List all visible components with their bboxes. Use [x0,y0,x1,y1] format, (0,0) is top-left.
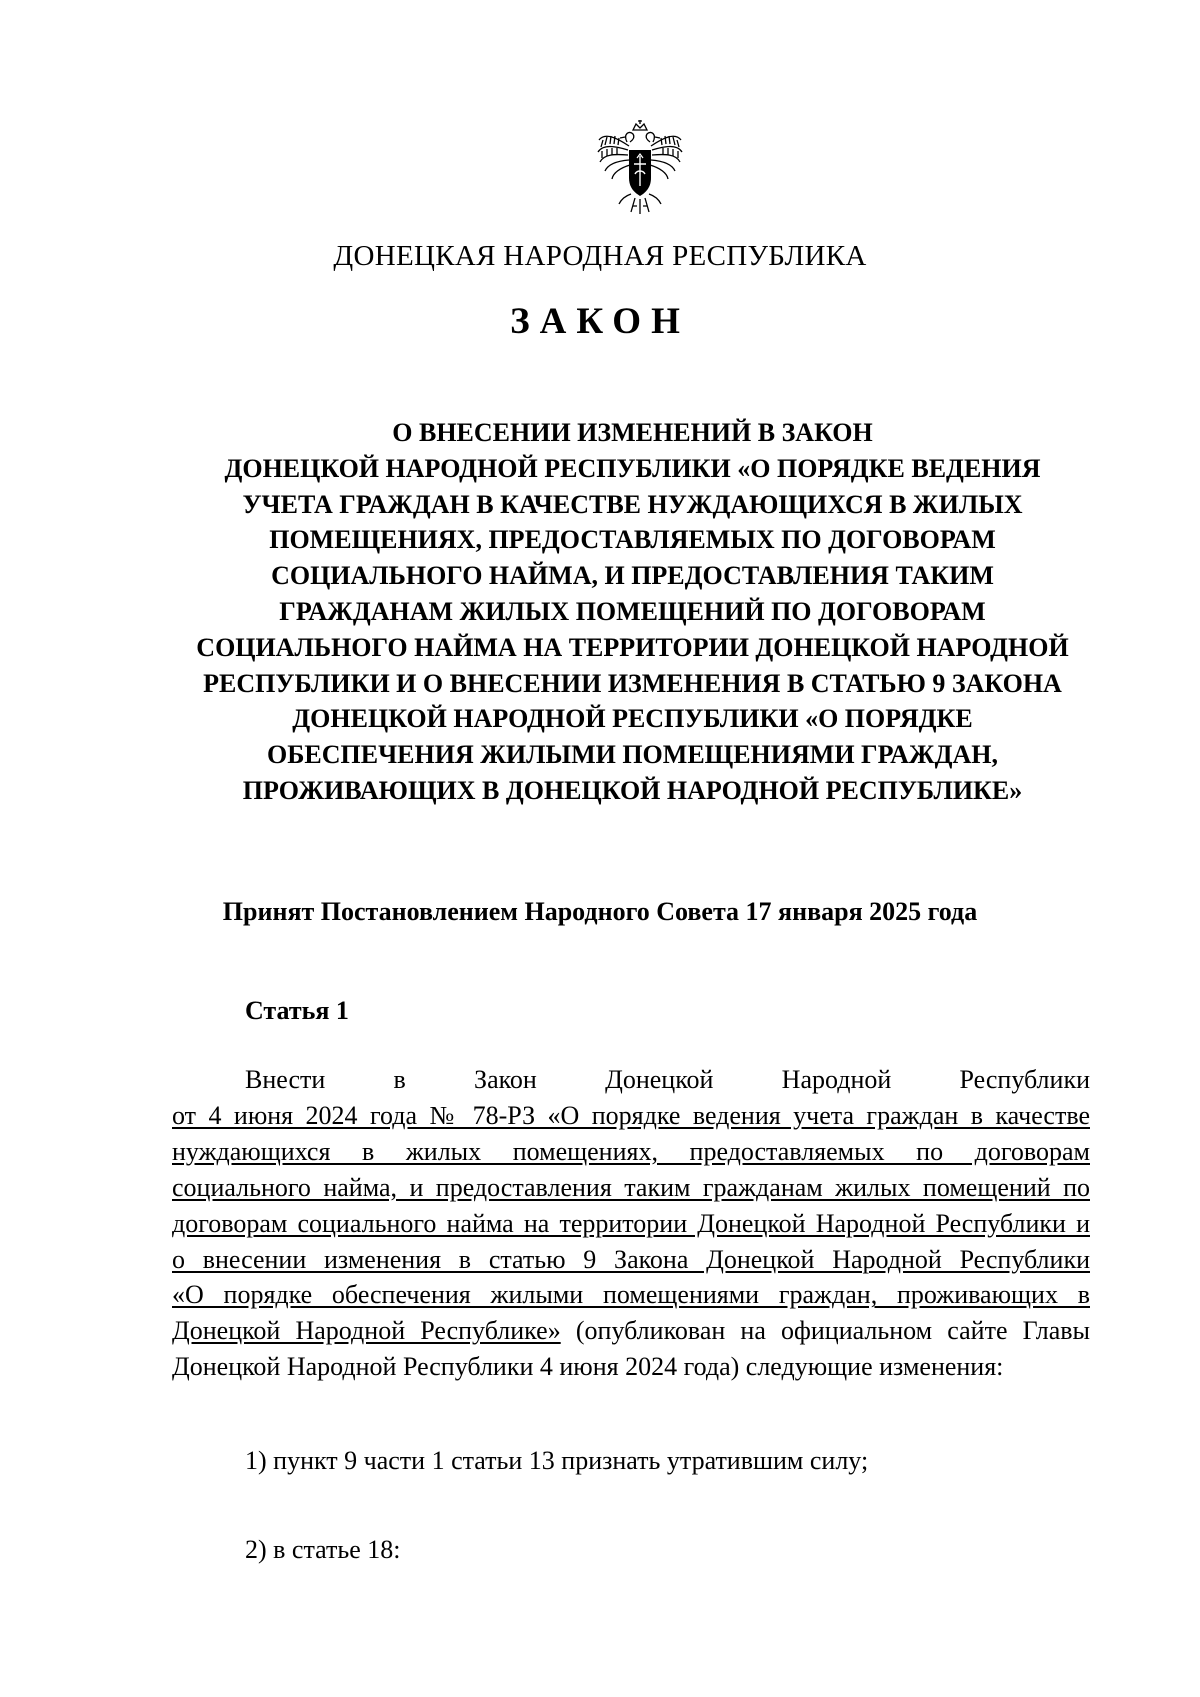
paragraph-line: Донецкой Народной Республики 4 июня 2024 года) следующие изменения: [172,1352,1004,1382]
coat-of-arms-emblem [595,120,685,220]
law-title-line: ПОМЕЩЕНИЯХ, ПРЕДОСТАВЛЯЕМЫХ ПО ДОГОВОРАМ [269,525,996,555]
article-paragraph [172,1062,1090,1385]
law-title-line: ПРОЖИВАЮЩИХ В ДОНЕЦКОЙ НАРОДНОЙ РЕСПУБЛИКЕ» [242,775,1023,805]
law-title-line: ГРАЖДАНАМ ЖИЛЫХ ПОМЕЩЕНИЙ ПО ДОГОВОРАМ [279,596,986,626]
law-title [170,415,1095,809]
law-reference-link[interactable]: о внесении изменения в статью 9 Закона Донецкой Народной Республики [172,1244,1090,1274]
law-reference-link[interactable]: от 4 июня 2024 года № 78-РЗ «О порядке ведения учета граждан в качестве [172,1100,1090,1130]
paragraph-line [172,1062,1090,1098]
adoption-statement: Принят Постановлением Народного Совета 17 января 2025 года [222,897,978,926]
law-title-line: ОБЕСПЕЧЕНИЯ ЖИЛЫМИ ПОМЕЩЕНИЯМИ ГРАЖДАН, [266,740,999,770]
law-reference-link[interactable]: социального найма, и предоставления таким гражданам жилых помещений по [172,1172,1090,1202]
law-reference-link[interactable]: договорам социального найма на территории Донецкой Народной Республики и [172,1208,1090,1238]
law-reference-link[interactable]: Донецкой Народной Республике» [172,1316,561,1346]
law-title-line: ДОНЕЦКОЙ НАРОДНОЙ РЕСПУБЛИКИ «О ПОРЯДКЕ ВЕДЕНИЯ [224,453,1041,483]
paragraph-line-text: Внести в Закон Донецкой Народной Республики [245,1065,1090,1094]
law-title-line: О ВНЕСЕНИИ ИЗМЕНЕНИЙ В ЗАКОН [392,418,873,447]
law-title-line: СОЦИАЛЬНОГО НАЙМА НА ТЕРРИТОРИИ ДОНЕЦКОЙ НАРОДНОЙ [196,632,1069,662]
law-title-line: УЧЕТА ГРАЖДАН В КАЧЕСТВЕ НУЖДАЮЩИХСЯ В ЖИЛЫХ [242,489,1023,519]
list-item: 1) пункт 9 части 1 статьи 13 признать утратившим силу; [245,1446,869,1475]
law-title-line: РЕСПУБЛИКИ И О ВНЕСЕНИИ ИЗМЕНЕНИЯ В СТАТЬЮ 9 ЗАКОНА [203,668,1062,698]
list-item: 2) в статье 18: [245,1535,401,1564]
article-heading: Статья 1 [245,996,349,1025]
law-title-line: СОЦИАЛЬНОГО НАЙМА, И ПРЕДОСТАВЛЕНИЯ ТАКИМ [271,561,994,591]
law-reference-link[interactable]: «О порядке обеспечения жилыми помещениями граждан, проживающих в [172,1280,1090,1310]
paragraph-line [172,1313,1090,1349]
law-reference-link[interactable]: нуждающихся в жилых помещениях, предоставляемых по договорам [172,1136,1090,1166]
republic-name: ДОНЕЦКАЯ НАРОДНАЯ РЕСПУБЛИКА [333,240,867,272]
law-title-line: ДОНЕЦКОЙ НАРОДНОЙ РЕСПУБЛИКИ «О ПОРЯДКЕ [292,704,973,734]
document-type-heading: ЗАКОН [510,301,690,342]
paragraph-line-text: (опубликован на официальном сайте Главы [560,1316,1090,1346]
